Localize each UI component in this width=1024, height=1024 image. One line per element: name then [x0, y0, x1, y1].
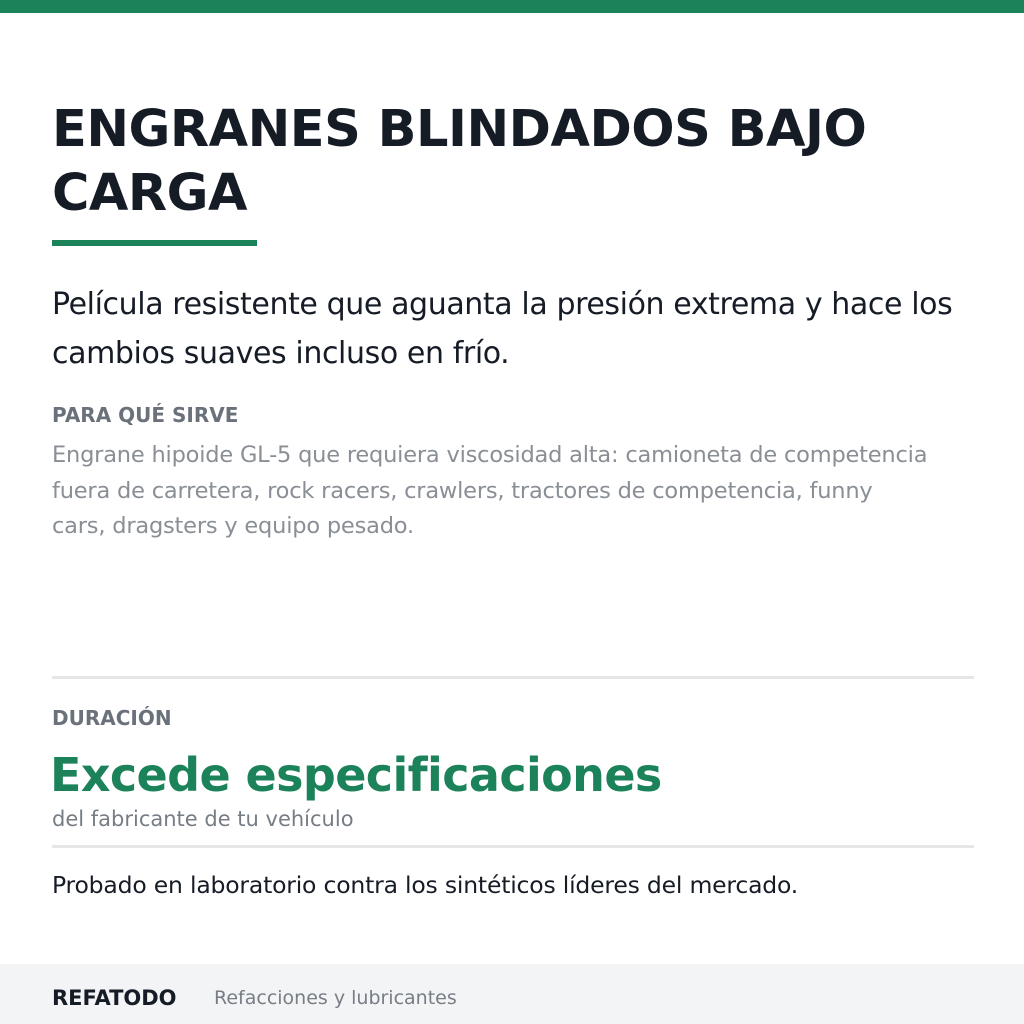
brand-name: REFATODO [52, 986, 177, 1010]
headline-underline [52, 240, 257, 246]
subheadline: Película resistente que aguanta la presión extrema y hace los cambios suaves incluso en frío. [52, 287, 953, 371]
headline: ENGRANES BLINDADOS BAJO CARGA [52, 100, 867, 223]
lab-statement: Probado en laboratorio contra los sintéticos líderes del mercado. [52, 871, 799, 899]
duration-label: DURACIÓN [52, 706, 172, 730]
brand-tagline: Refacciones y lubricantes [214, 987, 457, 1009]
use-section-label: PARA QUÉ SIRVE [52, 403, 239, 427]
footer [0, 964, 1024, 1024]
duration-note: del fabricante de tu vehículo [52, 807, 354, 831]
use-section-text: Engrane hipoide GL-5 que requiera viscosidad alta: camioneta de competencia fuera de carretera, rock racers, crawlers, tractores de competencia, funny cars, dragsters y equipo pesado. [52, 442, 928, 539]
duration-value: Excede especificaciones [50, 748, 662, 802]
divider [52, 845, 974, 848]
top-accent-bar [0, 0, 1024, 13]
divider [52, 676, 974, 679]
